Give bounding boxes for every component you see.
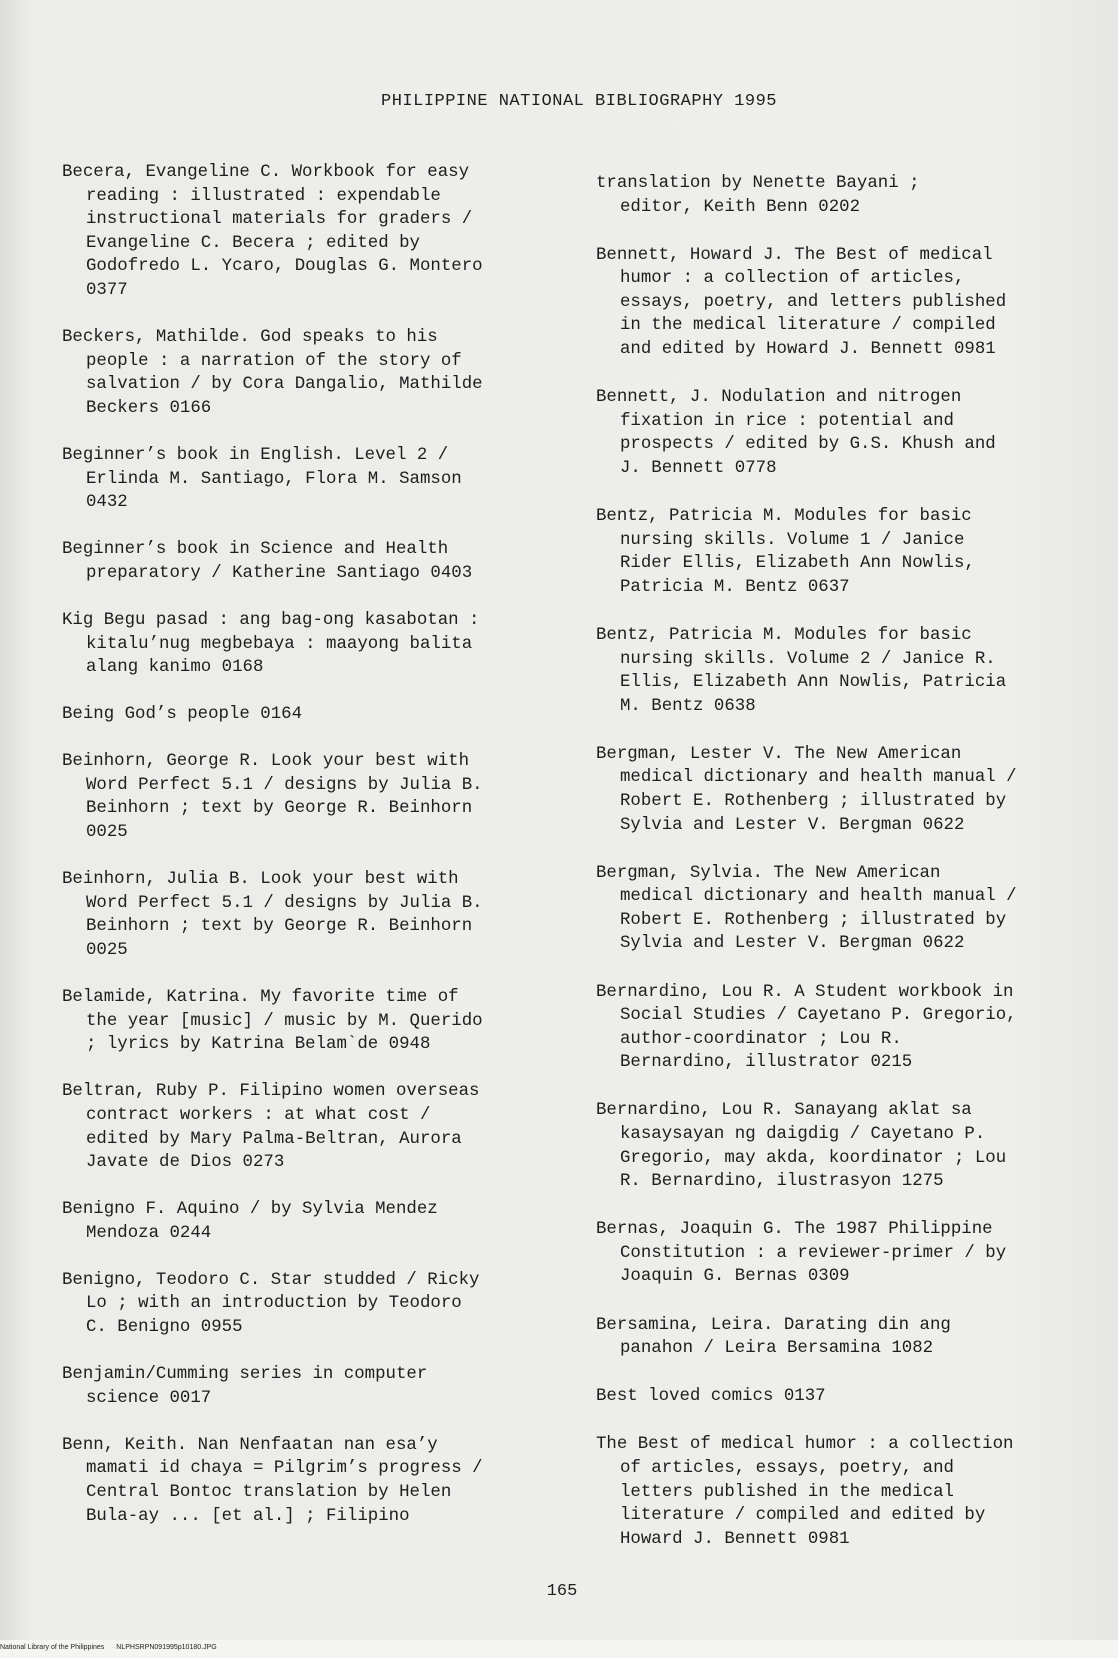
bibliography-entry: Bergman, Lester V. The New American medical dictionary and health manual / Robert E. Rothenberg ; illustrated by Sylvia and Lester V. Bergman 0622 bbox=[596, 744, 1017, 835]
bibliography-entry: translation by Nenette Bayani ; editor, Keith Benn 0202 bbox=[596, 174, 920, 217]
bibliography-entry: Bernardino, Lou R. A Student workbook in Social Studies / Cayetano P. Gregorio, author-coordinator ; Lou R. Bernardino, illustrator 0215 bbox=[596, 982, 1017, 1073]
bibliography-entry: Bersamina, Leira. Darating din ang panahon / Leira Bersamina 1082 bbox=[596, 1315, 951, 1359]
bibliography-entry: Benigno F. Aquino / by Sylvia Mendez Mendoza 0244 bbox=[62, 1200, 438, 1243]
bibliography-entry: Benigno, Teodoro C. Star studded / Ricky Lo ; with an introduction by Teodoro C. Benigno 0955 bbox=[62, 1270, 480, 1338]
page-number: 165 bbox=[546, 1582, 578, 1601]
bibliography-entry: Being God’s people 0164 bbox=[62, 705, 303, 725]
footer-file: NLPHSRPN091995p10180.JPG bbox=[116, 1644, 217, 1651]
bibliography-entry: Bentz, Patricia M. Modules for basic nursing skills. Volume 1 / Janice Rider Ellis, Elizabeth Ann Nowlis, Patricia M. Bentz 0637 bbox=[596, 507, 975, 597]
bibliography-entry: Benjamin/Cumming series in computer science 0017 bbox=[62, 1365, 428, 1408]
bibliography-entry: Beckers, Mathilde. God speaks to his people : a narration of the story of salvation / by Cora Dangalio, Mathilde Beckers 0166 bbox=[62, 328, 483, 418]
bibliography-entry: Bennett, Howard J. The Best of medical humor : a collection of articles, essays, poetry, and letters published in the medical literature / compiled and edited by Howard J. Bennett 0981 bbox=[596, 245, 1007, 360]
bibliography-entry: Beginner’s book in English. Level 2 / Erlinda M. Santiago, Flora M. Samson 0432 bbox=[62, 445, 462, 513]
bibliography-entry: Beinhorn, Julia B. Look your best with Word Perfect 5.1 / designs by Julia B. Beinhorn ; text by George R. Beinhorn 0025 bbox=[62, 870, 483, 960]
scan-footer bbox=[0, 1644, 229, 1651]
bibliography-entry: The Best of medical humor : a collection of articles, essays, poetry, and letters published in the medical literature / compiled and edited by Howard J. Bennett 0981 bbox=[596, 1435, 1014, 1549]
bibliography-entry: Beltran, Ruby P. Filipino women overseas contract workers : at what cost / edited by Mary Palma-Beltran, Aurora Javate de Dios 0273 bbox=[62, 1082, 480, 1173]
bibliography-entry: Becera, Evangeline C. Workbook for easy reading : illustrated : expendable instructional materials for graders / Evangeline C. Becera ; edited by Godofredo L. Ycaro, Douglas G. Montero 0377 bbox=[62, 163, 483, 300]
bibliography-entry: Benn, Keith. Nan Nenfaatan nan esa’y mamati id chaya = Pilgrim’s progress / Central Bontoc translation by Helen Bula-ay ... [et al.] ; Filipino bbox=[62, 1435, 483, 1526]
bibliography-entry: Belamide, Katrina. My favorite time of the year [music] / music by M. Querido ; lyrics by Katrina Belam`de 0948 bbox=[62, 988, 483, 1055]
bibliography-entry: Bernas, Joaquin G. The 1987 Philippine Constitution : a reviewer-primer / by Joaquin G. Bernas 0309 bbox=[596, 1220, 1007, 1287]
bibliography-entry: Bergman, Sylvia. The New American medical dictionary and health manual / Robert E. Rothenberg ; illustrated by Sylvia and Lester V. Bergman 0622 bbox=[596, 863, 1017, 954]
footer-library: National Library of the Philippines bbox=[0, 1644, 105, 1651]
page-title: PHILIPPINE NATIONAL BIBLIOGRAPHY 1995 bbox=[381, 92, 777, 111]
bibliography-entry: Kig Begu pasad : ang bag-ong kasabotan : kitalu’nug megbebaya : maayong balita alang kanimo 0168 bbox=[62, 610, 480, 678]
bibliography-entry: Bentz, Patricia M. Modules for basic nursing skills. Volume 2 / Janice R. Ellis, Elizabeth Ann Nowlis, Patricia M. Bentz 0638 bbox=[596, 625, 1007, 716]
left-column bbox=[62, 161, 562, 1552]
bibliography-entry: Beginner’s book in Science and Health preparatory / Katherine Santiago 0403 bbox=[62, 540, 473, 583]
bibliography-entry: Bennett, J. Nodulation and nitrogen fixation in rice : potential and prospects / edited by G.S. Khush and J. Bennett 0778 bbox=[596, 388, 996, 478]
right-column bbox=[596, 172, 1096, 1576]
bibliography-entry: Bernardino, Lou R. Sanayang aklat sa kasaysayan ng daigdig / Cayetano P. Gregorio, may akda, koordinator ; Lou R. Bernardino, ilustrasyon 1275 bbox=[596, 1101, 1007, 1192]
bibliography-entry: Beinhorn, George R. Look your best with Word Perfect 5.1 / designs by Julia B. Beinhorn ; text by George R. Beinhorn 0025 bbox=[62, 752, 483, 843]
bibliography-entry: Best loved comics 0137 bbox=[596, 1387, 826, 1407]
